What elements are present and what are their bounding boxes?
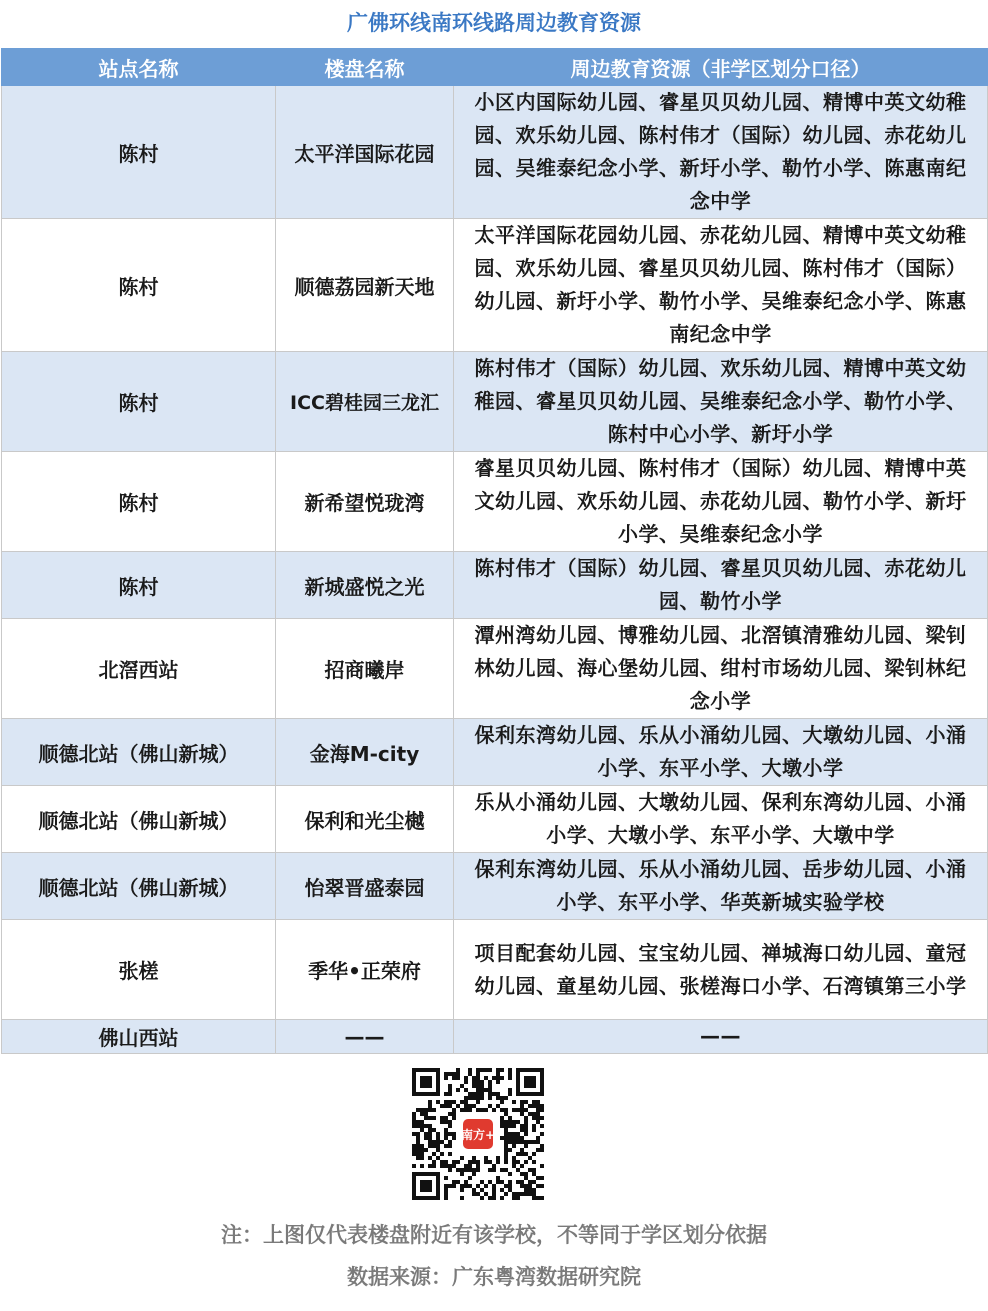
table-row — [2, 619, 988, 719]
header-education: 周边教育资源（非学区划分口径） — [454, 49, 988, 86]
station-cell: 陈村 — [2, 219, 276, 352]
estate-cell: ICC碧桂园三龙汇 — [276, 352, 454, 452]
station-cell: 顺德北站（佛山新城） — [2, 719, 276, 786]
education-cell: 潭州湾幼儿园、博雅幼儿园、北滘镇清雅幼儿园、梁钊林幼儿园、海心堡幼儿园、绀村市场幼儿园、梁钊林纪念小学 — [454, 619, 988, 719]
education-cell: 乐从小涌幼儿园、大墩幼儿园、保利东湾幼儿园、小涌小学、大墩小学、东平小学、大墩中学 — [454, 786, 988, 853]
station-cell: 佛山西站 — [2, 1020, 276, 1054]
table-row — [2, 452, 988, 552]
education-cell: 小区内国际幼儿园、睿星贝贝幼儿园、精博中英文幼稚园、欢乐幼儿园、陈村伟才（国际）幼儿园、赤花幼儿园、吴维泰纪念小学、新圩小学、勒竹小学、陈惠南纪念中学 — [454, 86, 988, 219]
table-row — [2, 86, 988, 219]
estate-cell: 新城盛悦之光 — [276, 552, 454, 619]
education-cell: 保利东湾幼儿园、乐从小涌幼儿园、大墩幼儿园、小涌小学、东平小学、大墩小学 — [454, 719, 988, 786]
education-table — [1, 48, 988, 1054]
header-estate: 楼盘名称 — [276, 49, 454, 86]
estate-cell: 太平洋国际花园 — [276, 86, 454, 219]
station-cell: 顺德北站（佛山新城） — [2, 786, 276, 853]
qr-code-image — [412, 1068, 544, 1200]
station-cell: 北滘西站 — [2, 619, 276, 719]
table-row — [2, 352, 988, 452]
estate-cell: 怡翠晋盛泰园 — [276, 853, 454, 920]
education-cell: 保利东湾幼儿园、乐从小涌幼儿园、岳步幼儿园、小涌小学、东平小学、华英新城实验学校 — [454, 853, 988, 920]
table-header-row — [2, 49, 988, 86]
estate-cell: 季华•正荣府 — [276, 920, 454, 1020]
table-row — [2, 853, 988, 920]
station-cell: 张槎 — [2, 920, 276, 1020]
station-cell: 陈村 — [2, 452, 276, 552]
education-cell: 项目配套幼儿园、宝宝幼儿园、禅城海口幼儿园、童冠幼儿园、童星幼儿园、张槎海口小学、石湾镇第三小学 — [454, 920, 988, 1020]
education-cell: 太平洋国际花园幼儿园、赤花幼儿园、精博中英文幼稚园、欢乐幼儿园、睿星贝贝幼儿园、陈村伟才（国际）幼儿园、新圩小学、勒竹小学、吴维泰纪念小学、陈惠南纪念中学 — [454, 219, 988, 352]
qr-logo-text: 南方+ — [460, 1128, 496, 1142]
station-cell: 陈村 — [2, 352, 276, 452]
table-row — [2, 552, 988, 619]
table-row — [2, 219, 988, 352]
qr-code[interactable] — [412, 1068, 544, 1200]
table-row — [2, 1020, 988, 1054]
estate-cell: 金海M-city — [276, 719, 454, 786]
table-row — [2, 719, 988, 786]
estate-cell: 招商曦岸 — [276, 619, 454, 719]
table-row — [2, 920, 988, 1020]
education-cell: —— — [454, 1020, 988, 1054]
data-source: 数据来源：广东粤湾数据研究院 — [347, 1265, 641, 1289]
header-station: 站点名称 — [2, 49, 276, 86]
education-cell: 睿星贝贝幼儿园、陈村伟才（国际）幼儿园、精博中英文幼儿园、欢乐幼儿园、赤花幼儿园、勒竹小学、新圩小学、吴维泰纪念小学 — [454, 452, 988, 552]
education-cell: 陈村伟才（国际）幼儿园、欢乐幼儿园、精博中英文幼稚园、睿星贝贝幼儿园、吴维泰纪念小学、勒竹小学、陈村中心小学、新圩小学 — [454, 352, 988, 452]
disclaimer-note: 注：上图仅代表楼盘附近有该学校，不等同于学区划分依据 — [221, 1223, 767, 1247]
estate-cell: 保利和光尘樾 — [276, 786, 454, 853]
station-cell: 陈村 — [2, 552, 276, 619]
station-cell: 顺德北站（佛山新城） — [2, 853, 276, 920]
station-cell: 陈村 — [2, 86, 276, 219]
table-row — [2, 786, 988, 853]
education-cell: 陈村伟才（国际）幼儿园、睿星贝贝幼儿园、赤花幼儿园、勒竹小学 — [454, 552, 988, 619]
estate-cell: 新希望悦珑湾 — [276, 452, 454, 552]
estate-cell: 顺德荔园新天地 — [276, 219, 454, 352]
estate-cell: —— — [276, 1020, 454, 1054]
page-title: 广佛环线南环线路周边教育资源 — [347, 11, 641, 35]
